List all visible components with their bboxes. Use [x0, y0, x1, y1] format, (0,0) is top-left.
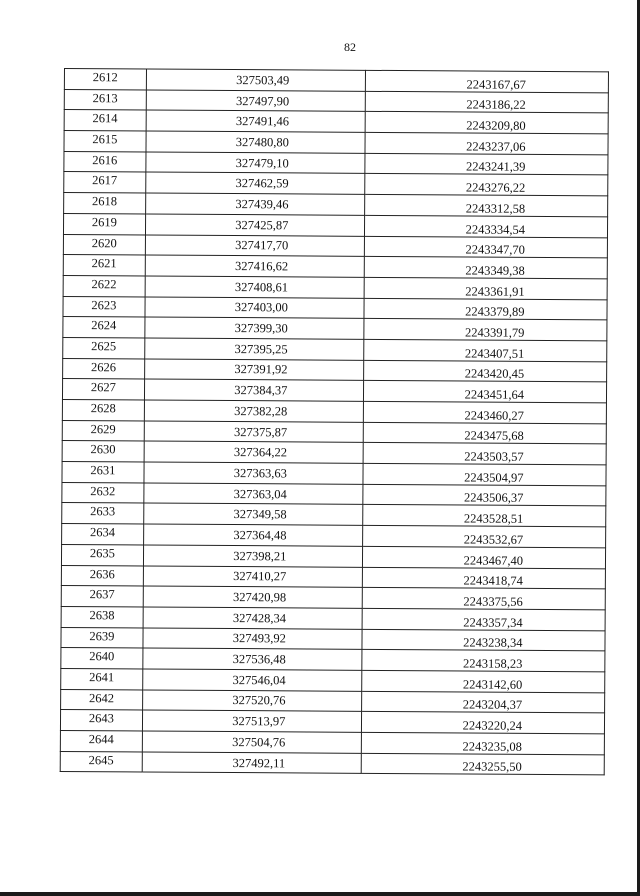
x-coordinate-cell: 327546,04 [142, 669, 362, 691]
y-coordinate-cell: 2243334,54 [365, 215, 608, 237]
y-coordinate-cell: 2243167,67 [366, 70, 609, 92]
table-row [60, 751, 604, 775]
y-coordinate-cell: 2243241,39 [365, 153, 608, 175]
point-number-cell: 2640 [61, 648, 143, 669]
y-coordinate-cell: 2243276,22 [365, 174, 608, 196]
x-coordinate-cell: 327479,10 [146, 152, 366, 174]
y-coordinate-cell: 2243451,64 [364, 381, 607, 403]
y-coordinate-cell: 2243347,70 [365, 236, 608, 258]
x-coordinate-cell: 327364,22 [144, 441, 364, 463]
point-number-cell: 2632 [62, 482, 144, 503]
point-number-cell: 2616 [64, 151, 146, 172]
y-coordinate-cell: 2243506,37 [363, 484, 606, 506]
y-coordinate-cell: 2243357,34 [362, 608, 605, 630]
x-coordinate-cell: 327428,34 [143, 607, 363, 629]
x-coordinate-cell: 327493,92 [143, 628, 363, 650]
y-coordinate-cell: 2243220,24 [362, 712, 605, 734]
point-number-cell: 2642 [61, 689, 143, 710]
y-coordinate-cell: 2243418,74 [363, 567, 606, 589]
y-coordinate-cell: 2243504,97 [363, 463, 606, 485]
point-number-cell: 2644 [60, 730, 142, 751]
x-coordinate-cell: 327384,37 [144, 379, 364, 401]
x-coordinate-cell: 327391,92 [144, 359, 364, 381]
point-number-cell: 2635 [61, 544, 143, 565]
x-coordinate-cell: 327408,61 [145, 276, 365, 298]
scan-edge-bottom [0, 892, 640, 896]
x-coordinate-cell: 327375,87 [144, 421, 364, 443]
y-coordinate-cell: 2243235,08 [362, 732, 605, 754]
x-coordinate-cell: 327480,80 [146, 131, 366, 153]
x-coordinate-cell: 327417,70 [145, 234, 365, 256]
y-coordinate-cell: 2243238,34 [362, 629, 605, 651]
point-number-cell: 2631 [62, 462, 144, 483]
point-number-cell: 2614 [64, 110, 146, 131]
x-coordinate-cell: 327364,48 [143, 524, 363, 546]
point-number-cell: 2630 [62, 441, 144, 462]
y-coordinate-cell: 2243420,45 [364, 360, 607, 382]
x-coordinate-cell: 327399,30 [145, 317, 365, 339]
y-coordinate-cell: 2243186,22 [366, 91, 609, 113]
y-coordinate-cell: 2243460,27 [364, 401, 607, 423]
point-number-cell: 2622 [63, 275, 145, 296]
x-coordinate-cell: 327491,46 [146, 110, 366, 132]
point-number-cell: 2638 [61, 606, 143, 627]
y-coordinate-cell: 2243528,51 [363, 505, 606, 527]
point-number-cell: 2612 [64, 69, 146, 90]
point-number-cell: 2618 [64, 193, 146, 214]
x-coordinate-cell: 327416,62 [145, 255, 365, 277]
point-number-cell: 2645 [60, 751, 142, 772]
point-number-cell: 2628 [62, 399, 144, 420]
point-number-cell: 2613 [64, 89, 146, 110]
point-number-cell: 2625 [63, 337, 145, 358]
x-coordinate-cell: 327425,87 [145, 214, 365, 236]
x-coordinate-cell: 327492,11 [142, 752, 362, 774]
y-coordinate-cell: 2243532,67 [363, 525, 606, 547]
point-number-cell: 2621 [63, 255, 145, 276]
page-number: 82 [344, 40, 356, 54]
x-coordinate-cell: 327462,59 [146, 172, 366, 194]
x-coordinate-cell: 327513,97 [142, 710, 362, 732]
x-coordinate-cell: 327497,90 [146, 90, 366, 112]
point-number-cell: 2636 [61, 565, 143, 586]
x-coordinate-cell: 327349,58 [143, 503, 363, 525]
point-number-cell: 2620 [63, 234, 145, 255]
coordinates-table [60, 68, 609, 776]
point-number-cell: 2634 [62, 524, 144, 545]
y-coordinate-cell: 2243503,57 [363, 443, 606, 465]
point-number-cell: 2624 [63, 317, 145, 338]
point-number-cell: 2615 [64, 131, 146, 152]
x-coordinate-cell: 327363,63 [144, 462, 364, 484]
y-coordinate-cell: 2243204,37 [362, 691, 605, 713]
x-coordinate-cell: 327382,28 [144, 400, 364, 422]
point-number-cell: 2633 [62, 503, 144, 524]
y-coordinate-cell: 2243379,89 [364, 298, 607, 320]
point-number-cell: 2637 [61, 586, 143, 607]
point-number-cell: 2627 [62, 379, 144, 400]
point-number-cell: 2617 [64, 172, 146, 193]
x-coordinate-cell: 327403,00 [145, 297, 365, 319]
x-coordinate-cell: 327504,76 [142, 731, 362, 753]
y-coordinate-cell: 2243142,60 [362, 670, 605, 692]
x-coordinate-cell: 327439,46 [145, 193, 365, 215]
point-number-cell: 2623 [63, 296, 145, 317]
y-coordinate-cell: 2243158,23 [362, 650, 605, 672]
x-coordinate-cell: 327395,25 [144, 338, 364, 360]
point-number-cell: 2641 [61, 668, 143, 689]
x-coordinate-cell: 327398,21 [143, 545, 363, 567]
y-coordinate-cell: 2243255,50 [362, 753, 605, 775]
x-coordinate-cell: 327363,04 [144, 483, 364, 505]
y-coordinate-cell: 2243237,06 [365, 132, 608, 154]
y-coordinate-cell: 2243407,51 [364, 339, 607, 361]
y-coordinate-cell: 2243361,91 [364, 277, 607, 299]
y-coordinate-cell: 2243467,40 [363, 546, 606, 568]
point-number-cell: 2619 [63, 213, 145, 234]
point-number-cell: 2629 [62, 420, 144, 441]
x-coordinate-cell: 327520,76 [142, 690, 362, 712]
point-number-cell: 2643 [60, 710, 142, 731]
x-coordinate-cell: 327420,98 [143, 586, 363, 608]
y-coordinate-cell: 2243375,56 [363, 588, 606, 610]
point-number-cell: 2626 [63, 358, 145, 379]
point-number-cell: 2639 [61, 627, 143, 648]
y-coordinate-cell: 2243349,38 [365, 257, 608, 279]
x-coordinate-cell: 327536,48 [143, 648, 363, 670]
coordinates-table-body [60, 69, 608, 776]
y-coordinate-cell: 2243391,79 [364, 319, 607, 341]
x-coordinate-cell: 327410,27 [143, 565, 363, 587]
y-coordinate-cell: 2243475,68 [364, 422, 607, 444]
y-coordinate-cell: 2243209,80 [366, 112, 609, 134]
y-coordinate-cell: 2243312,58 [365, 194, 608, 216]
x-coordinate-cell: 327503,49 [146, 69, 366, 91]
